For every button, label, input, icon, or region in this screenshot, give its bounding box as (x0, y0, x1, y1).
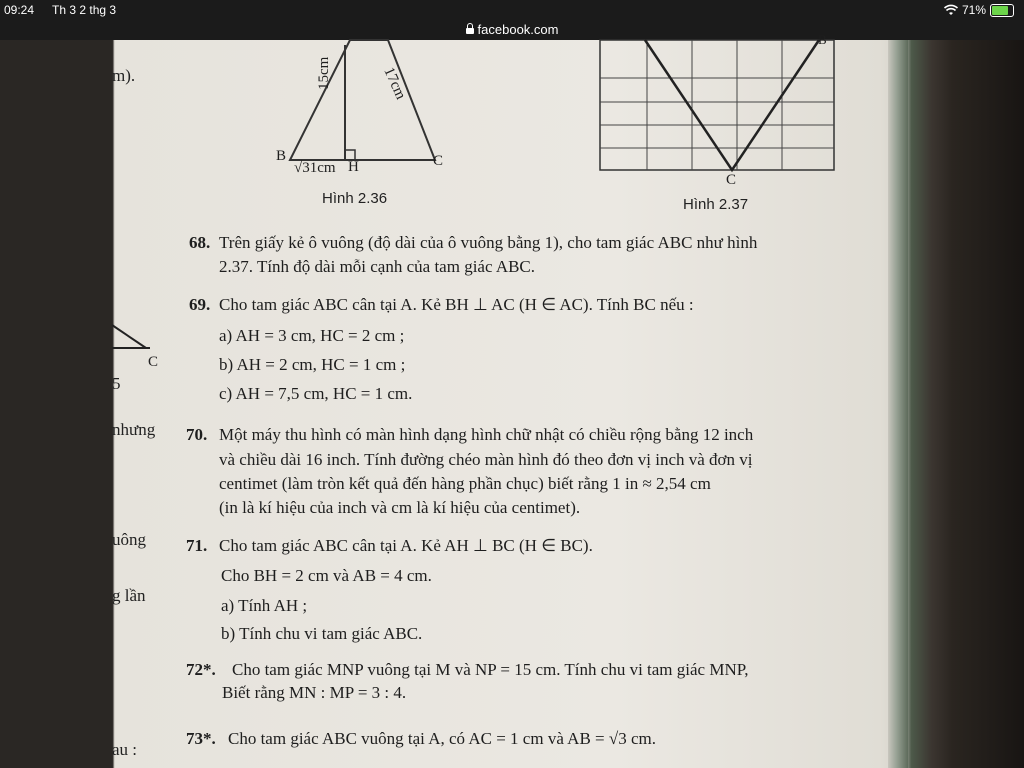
ex69-line1: Cho tam giác ABC cân tại A. Kẻ BH ⊥ AC (H ∈ AC). Tính BC nếu : (219, 295, 694, 314)
ex70-line3: centimet (làm tròn kết quả đến hàng phần chục) biết rằng 1 in ≈ 2,54 cm (219, 474, 711, 493)
ex68-number: 68. (189, 233, 211, 252)
ex69-c: c) AH = 7,5 cm, HC = 1 cm. (219, 384, 413, 403)
fig236-side-17: 17cm (380, 65, 409, 102)
ex70-line1: Một máy thu hình có màn hình dạng hình chữ nhật có chiều rộng bằng 12 inch (219, 425, 754, 444)
status-bar (0, 0, 1024, 20)
margin-text-1: m). (112, 66, 136, 85)
status-date: Th 3 2 thg 3 (52, 3, 117, 17)
ex68-line2: 2.37. Tính độ dài mỗi cạnh của tam giác ABC. (219, 257, 536, 276)
address-bar[interactable] (0, 20, 1024, 40)
fig237-label-c: C (726, 172, 737, 188)
margin-triangle-fragment (112, 320, 152, 350)
ex71-line2: Cho BH = 2 cm và AB = 4 cm. (221, 566, 432, 585)
battery-icon (990, 4, 1014, 17)
ex71-b: b) Tính chu vi tam giác ABC. (221, 624, 423, 643)
margin-text-7: au : (112, 740, 138, 759)
ex70-line2: và chiều dài 16 inch. Tính đường chéo màn hình đó theo đơn vị inch và đơn vị (219, 450, 753, 469)
status-right (944, 3, 1014, 17)
fig236-label-b: B (276, 148, 287, 164)
ex73-line1: Cho tam giác ABC vuông tại A, có AC = 1 cm và AB = √3 cm. (228, 729, 656, 748)
ex71-line1: Cho tam giác ABC cân tại A. Kẻ AH ⊥ BC (H ∈ BC). (219, 536, 593, 555)
ex71-number: 71. (186, 536, 208, 555)
fig236-label-h: H (348, 159, 359, 175)
url-text[interactable]: facebook.com (477, 22, 559, 37)
margin-text-2: C (148, 354, 159, 370)
fig236-label-c: C (433, 153, 444, 169)
fig236-caption: Hình 2.36 (322, 190, 388, 207)
fig237-caption: Hình 2.37 (683, 196, 749, 213)
book-spine (888, 40, 908, 768)
book-photo (0, 32, 1024, 768)
fig237-label-b: B (818, 32, 827, 47)
ex71-a: a) Tính AH ; (221, 596, 308, 615)
wifi-icon (944, 5, 958, 16)
ex69-a: a) AH = 3 cm, HC = 2 cm ; (219, 326, 405, 345)
figure-2-37 (597, 40, 842, 180)
lock-icon (466, 28, 474, 34)
margin-text-6: g lần (112, 586, 146, 605)
ex72-line1: Cho tam giác MNP vuông tại M và NP = 15 cm. Tính chu vi tam giác MNP, (232, 660, 749, 679)
ex72-line2: Biết rằng MN : MP = 3 : 4. (222, 683, 407, 702)
status-time: 09:24 (4, 3, 35, 17)
fig236-side-15: 15cm (316, 56, 332, 90)
ex69-number: 69. (189, 295, 211, 314)
margin-text-3: 5 (112, 374, 121, 393)
ex70-line4: (in là kí hiệu của inch và cm là kí hiệu của centimet). (219, 498, 581, 517)
margin-text-5: uông (112, 530, 146, 549)
margin-text-4: nhưng (112, 420, 156, 439)
ex68-line1: Trên giấy kẻ ô vuông (độ dài của ô vuông bằng 1), cho tam giác ABC như hình (219, 233, 758, 252)
ex72-number: 72*. (186, 660, 216, 679)
ex70-number: 70. (186, 425, 208, 444)
battery-percent: 71% (961, 3, 986, 17)
ex73-number: 73*. (186, 729, 216, 748)
fig236-base: √31cm (294, 160, 336, 176)
ex69-b: b) AH = 2 cm, HC = 1 cm ; (219, 355, 406, 374)
